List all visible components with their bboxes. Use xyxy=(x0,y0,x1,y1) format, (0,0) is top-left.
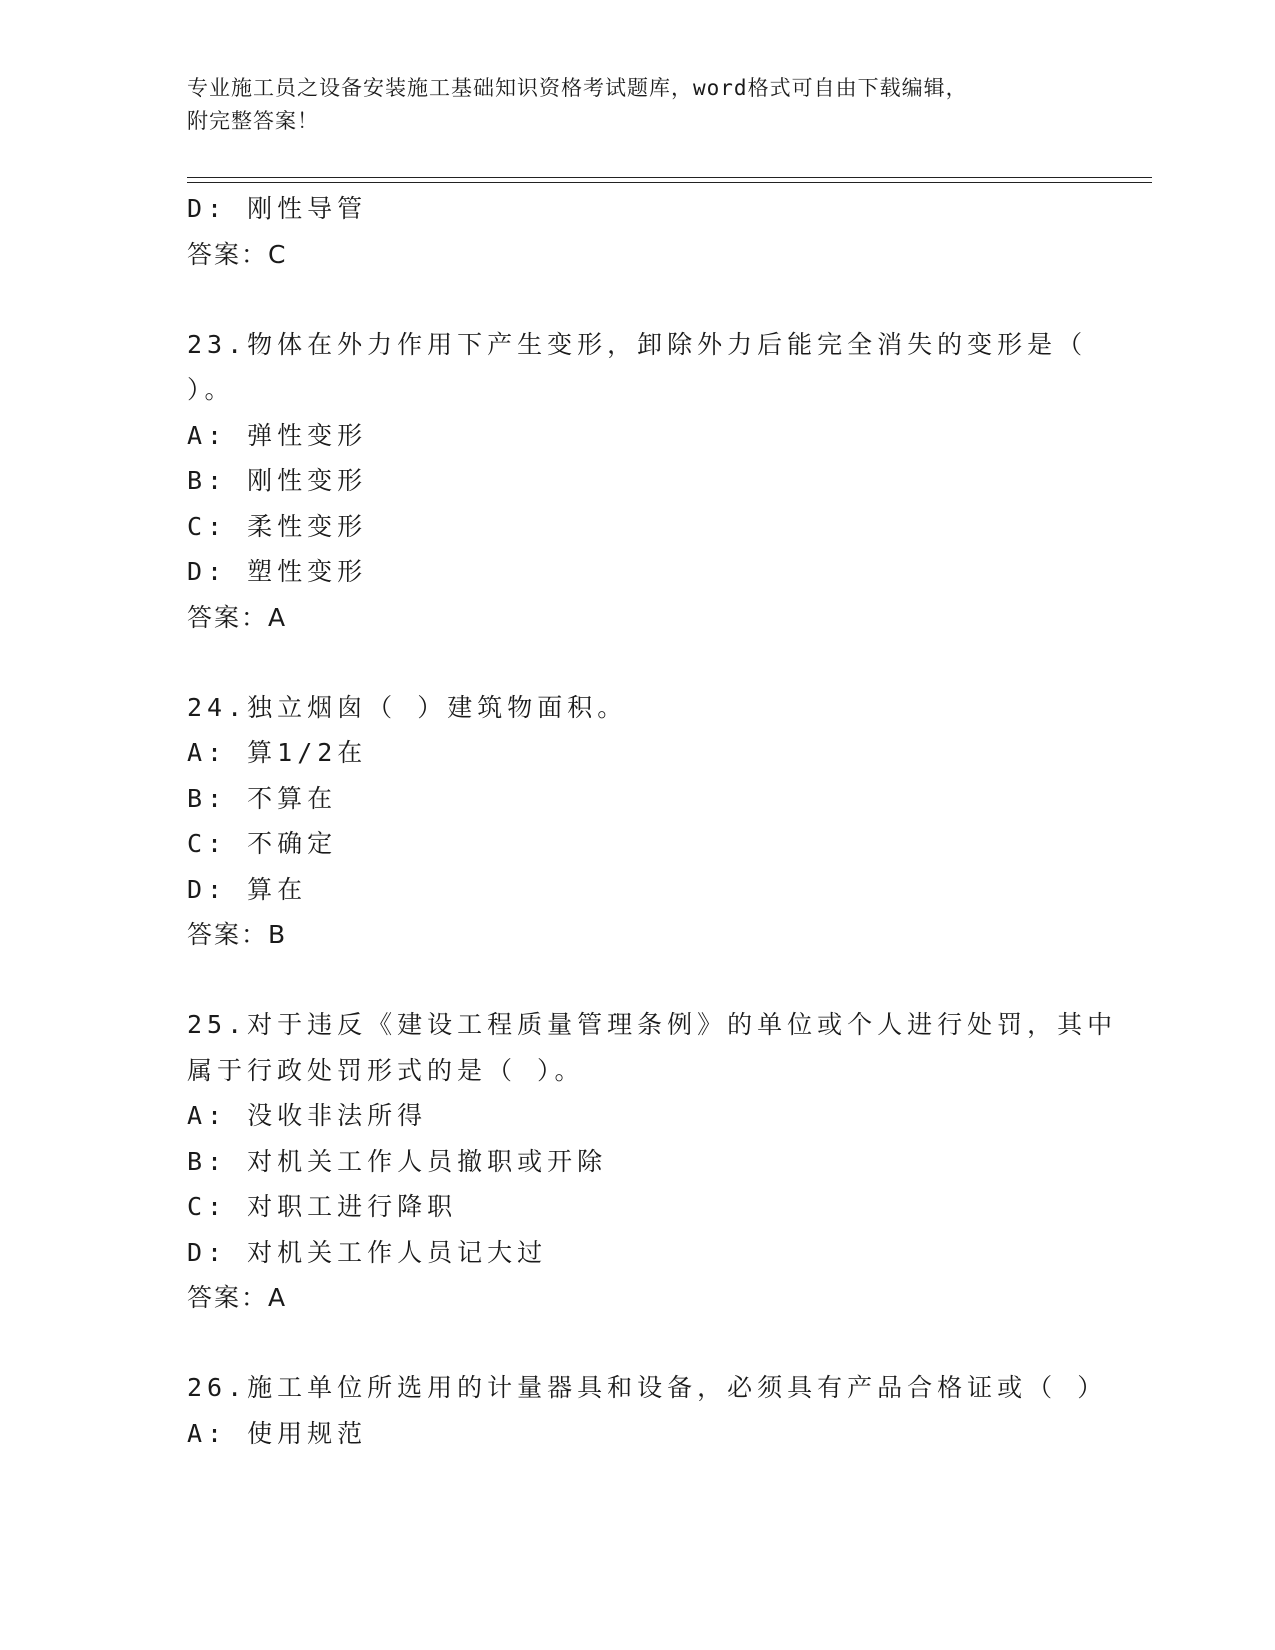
question-stem: 26.施工单位所选用的计量器具和设备，必须具有产品合格证或（ ） xyxy=(187,1373,1108,1402)
option-a: A: 算1/2在 xyxy=(187,738,368,767)
option-c: C: 对职工进行降职 xyxy=(187,1192,458,1221)
question-stem-cont: ）。 xyxy=(187,375,235,404)
answer: 答案：A xyxy=(187,1283,288,1312)
option-c: C: 柔性变形 xyxy=(187,511,368,541)
option-d: D: 刚性导管 xyxy=(187,194,368,223)
question-stem-cont: 属于行政处罚形式的是（ ）。 xyxy=(187,1055,585,1085)
option-a: A: 使用规范 xyxy=(187,1418,368,1448)
option-d: D: 对机关工作人员记大过 xyxy=(187,1237,548,1267)
spacer xyxy=(187,641,1087,685)
header-rule-bottom xyxy=(187,182,1152,183)
option-b: B: 不算在 xyxy=(187,783,338,813)
spacer xyxy=(187,958,1087,1002)
header-line-2: 附完整答案！ xyxy=(187,109,319,133)
question-list xyxy=(187,186,1118,1456)
document-header xyxy=(187,72,1087,138)
spacer xyxy=(187,1321,1087,1365)
header-rule-top xyxy=(187,177,1152,178)
header-line-1: 专业施工员之设备安装施工基础知识资格考试题库，word格式可自由下载编辑， xyxy=(187,76,968,100)
question-26 xyxy=(187,1365,1108,1456)
answer: 答案：C xyxy=(187,239,288,269)
answer: 答案：B xyxy=(187,920,288,949)
question-25 xyxy=(187,1002,1118,1321)
option-b: B: 刚性变形 xyxy=(187,466,368,495)
question-stem: 25.对于违反《建设工程质量管理条例》的单位或个人进行处罚，其中 xyxy=(187,1010,1118,1039)
answer: 答案：A xyxy=(187,602,288,632)
option-c: C: 不确定 xyxy=(187,829,338,858)
option-a: A: 没收非法所得 xyxy=(187,1101,428,1130)
question-24 xyxy=(187,685,1087,959)
option-d: D: 塑性变形 xyxy=(187,557,368,586)
option-b: B: 对机关工作人员撤职或开除 xyxy=(187,1146,608,1176)
option-a: A: 弹性变形 xyxy=(187,420,368,450)
question-23 xyxy=(187,322,1087,641)
question-stem: 23.物体在外力作用下产生变形，卸除外力后能完全消失的变形是（ xyxy=(187,329,1088,359)
option-d: D: 算在 xyxy=(187,874,308,904)
spacer xyxy=(187,278,1087,322)
question-stem: 24.独立烟囱（ ）建筑物面积。 xyxy=(187,692,628,722)
